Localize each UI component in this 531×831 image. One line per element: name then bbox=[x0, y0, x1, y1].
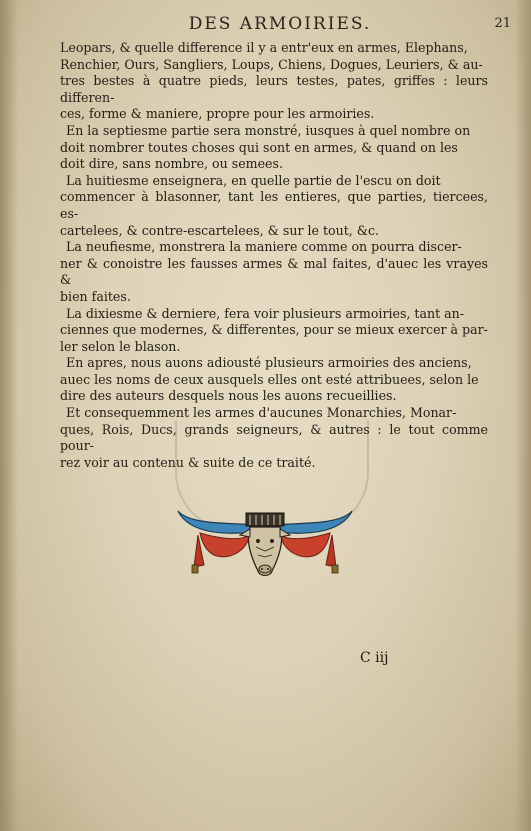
text-line: ler selon le blason. bbox=[60, 338, 181, 354]
body-text bbox=[60, 40, 488, 471]
text-line: En apres, nous auons adiousté plusieurs armoiries des anciens, bbox=[66, 355, 472, 371]
text-line: La huitiesme enseignera, en quelle partie de l'escu on doit bbox=[66, 172, 441, 188]
text-line: Et consequemment les armes d'aucunes Monarchies, Monar- bbox=[66, 405, 457, 421]
text-line: La neufiesme, monstrera la maniere comme on pourra discer- bbox=[66, 239, 462, 255]
text-line: dire des auteurs desquels nous les auons recueillies. bbox=[60, 388, 397, 404]
text-line: bien faites. bbox=[60, 288, 131, 304]
text-line: ciennes que modernes, & differentes, pour se mieux exercer à par- bbox=[60, 322, 488, 338]
text-line: cartelees, & contre-escartelees, & sur le tout, &c. bbox=[60, 222, 380, 238]
page-number: 21 bbox=[494, 16, 511, 31]
running-title: DES ARMOIRIES. bbox=[188, 14, 372, 34]
text-line: doit dire, sans nombre, ou semees. bbox=[60, 156, 283, 172]
text-line: Renchier, Ours, Sangliers, Loups, Chiens, Dogues, Leuriers, & au- bbox=[60, 56, 483, 72]
signature-mark: C iij bbox=[360, 650, 389, 666]
text-line: Leopars, & quelle difference il y a entr'eux en armes, Elephans, bbox=[60, 40, 468, 55]
text-line: En la septiesme partie sera monstré, iusques à quel nombre on bbox=[66, 122, 471, 138]
text-line: commencer à blasonner, tant les entieres, que parties, tiercees, es- bbox=[60, 189, 488, 221]
text-line: ques, Rois, Ducs, grands seigneurs, & autres : le tout comme pour- bbox=[60, 421, 488, 454]
bull-head-with-drapery-icon bbox=[170, 505, 360, 595]
text-line: tres bestes à quatre pieds, leurs testes, pates, griffes : leurs differen- bbox=[60, 73, 488, 105]
text-line: La dixiesme & derniere, fera voir plusieurs armoiries, tant an- bbox=[66, 305, 465, 321]
running-head bbox=[0, 14, 531, 38]
text-line: rez voir au contenu & suite de ce traité. bbox=[60, 454, 316, 470]
text-line: ner & conoistre les fausses armes & mal faites, d'auec les vrayes & bbox=[60, 255, 488, 288]
text-line: auec les noms de ceux ausquels elles ont esté attribuees, selon le bbox=[60, 371, 479, 387]
text-line: ces, forme & maniere, propre pour les armoiries. bbox=[60, 106, 375, 122]
text-line: doit nombrer toutes choses qui sont en armes, & quand on les bbox=[60, 139, 458, 155]
